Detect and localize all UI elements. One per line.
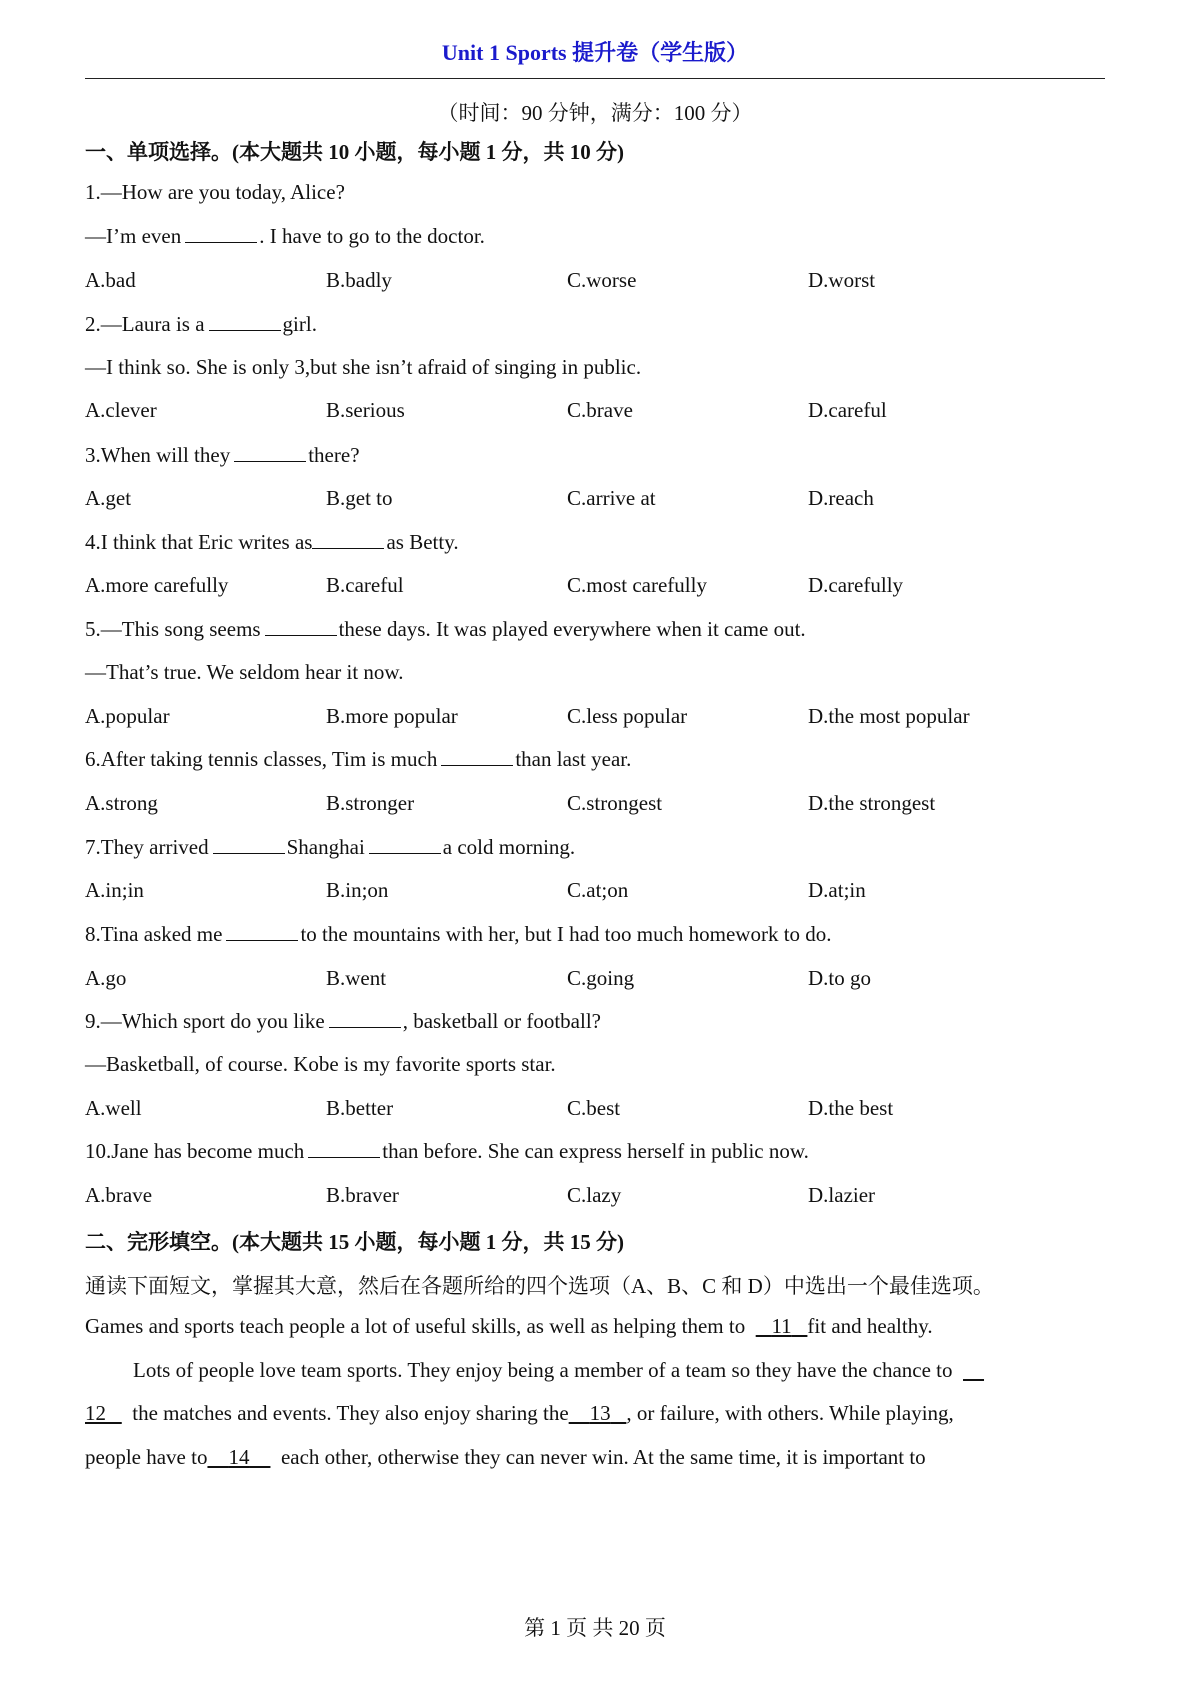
- option-c: C.brave: [567, 398, 633, 422]
- option-b: B.braver: [326, 1183, 399, 1207]
- option-c: C.less popular: [567, 704, 688, 728]
- blank-14: 14: [228, 1445, 250, 1469]
- option-c: C.at;on: [567, 878, 629, 902]
- option-c: C.most carefully: [567, 573, 707, 597]
- question-2-line2: —I think so. She is only 3,but she isn’t afraid of singing in public.: [85, 355, 642, 379]
- answer-blank: [369, 835, 441, 854]
- passage-line-2: Lots of people love team sports. They enjoy being a member of a team so they have the chance to: [133, 1358, 953, 1382]
- option-d: D.at;in: [808, 878, 866, 902]
- answer-blank: [329, 1009, 401, 1028]
- option-b: B.more popular: [326, 704, 458, 728]
- answer-blank: [185, 224, 257, 243]
- option-c: C.worse: [567, 268, 637, 292]
- question-5-line1: 5.—This song seems these days. It was played everywhere when it came out.: [85, 617, 806, 641]
- option-d: D.carefully: [808, 573, 904, 597]
- option-a: A.more carefully: [85, 573, 229, 597]
- question-7-line1: 7.They arrived Shanghai a cold morning.: [85, 835, 576, 859]
- question-5-options: [85, 704, 1105, 730]
- question-9-line1: 9.—Which sport do you like , basketball or football?: [85, 1009, 601, 1033]
- title-divider: [85, 78, 1105, 79]
- option-a: A.clever: [85, 398, 157, 422]
- option-d: D.the strongest: [808, 791, 936, 815]
- option-a: A.strong: [85, 791, 158, 815]
- option-c: C.best: [567, 1096, 621, 1120]
- question-8-options: [85, 966, 1105, 992]
- option-a: A.popular: [85, 704, 170, 728]
- option-b: B.in;on: [326, 878, 389, 902]
- option-a: A.go: [85, 966, 127, 990]
- answer-blank: [312, 530, 384, 549]
- option-d: D.the best: [808, 1096, 894, 1120]
- time-info: （时间：90 分钟，满分：100 分）: [437, 101, 753, 125]
- blank-12: 12: [85, 1401, 106, 1425]
- question-1-line1: 1.—How are you today, Alice?: [85, 180, 345, 204]
- question-1-options: [85, 268, 1105, 294]
- question-9-line2: —Basketball, of course. Kobe is my favorite sports star.: [85, 1052, 556, 1076]
- option-d: D.worst: [808, 268, 876, 292]
- document-title: Unit 1 Sports 提升卷（学生版）: [441, 40, 749, 65]
- blank-11: 11: [771, 1314, 792, 1338]
- option-d: D.lazier: [808, 1183, 876, 1207]
- answer-blank: [234, 443, 306, 462]
- passage-line-4: people have to 14 each other, otherwise they can never win. At the same time, it is important to: [85, 1445, 926, 1469]
- section2-heading: 二、完形填空。(本大题共 15 小题，每小题 1 分，共 15 分): [85, 1230, 624, 1254]
- question-6-line1: 6.After taking tennis classes, Tim is much than last year.: [85, 747, 632, 771]
- option-b: B.stronger: [326, 791, 415, 815]
- option-d: D.the most popular: [808, 704, 970, 728]
- option-a: A.get: [85, 486, 132, 510]
- option-d: D.to go: [808, 966, 871, 990]
- option-d: D.reach: [808, 486, 874, 510]
- option-b: B.badly: [326, 268, 392, 292]
- question-4-line1: 4.I think that Eric writes as as Betty.: [85, 530, 459, 554]
- answer-blank: [213, 835, 285, 854]
- option-b: B.careful: [326, 573, 404, 597]
- passage-line-3: 12 the matches and events. They also enjoy sharing the 13 , or failure, with others. While playing,: [85, 1401, 954, 1425]
- question-2-line1: 2.—Laura is a girl.: [85, 312, 317, 336]
- option-b: B.serious: [326, 398, 405, 422]
- answer-blank: [226, 922, 298, 941]
- question-3-line1: 3.When will they there?: [85, 443, 360, 467]
- blank-13: 13: [589, 1401, 611, 1425]
- option-a: A.brave: [85, 1183, 153, 1207]
- question-3-options: [85, 486, 1105, 512]
- question-10-line1: 10.Jane has become much than before. She can express herself in public now.: [85, 1139, 809, 1163]
- option-c: C.strongest: [567, 791, 663, 815]
- passage-line-1: Games and sports teach people a lot of useful skills, as well as helping them to 11 fit and healthy.: [85, 1314, 933, 1338]
- question-2-options: [85, 398, 1105, 424]
- section1-heading: 一、单项选择。(本大题共 10 小题，每小题 1 分，共 10 分): [85, 140, 624, 164]
- question-9-options: [85, 1096, 1105, 1122]
- option-d: D.careful: [808, 398, 887, 422]
- option-a: A.well: [85, 1096, 142, 1120]
- question-10-options: [85, 1183, 1105, 1209]
- page-footer: 第 1 页 共 20 页: [524, 1616, 666, 1640]
- question-5-line2: —That’s true. We seldom hear it now.: [85, 660, 404, 684]
- answer-blank: [209, 312, 281, 331]
- option-b: B.get to: [326, 486, 393, 510]
- answer-blank: [308, 1139, 380, 1158]
- option-b: B.better: [326, 1096, 394, 1120]
- question-4-options: [85, 573, 1105, 599]
- question-6-options: [85, 791, 1105, 817]
- option-a: A.bad: [85, 268, 136, 292]
- option-b: B.went: [326, 966, 387, 990]
- section2-instruction: 通读下面短文，掌握其大意，然后在各题所给的四个选项（A、B、C 和 D）中选出一个最佳选项。: [85, 1274, 994, 1298]
- question-8-line1: 8.Tina asked me to the mountains with her, but I had too much homework to do.: [85, 922, 832, 946]
- answer-blank: [265, 617, 337, 636]
- answer-blank: [441, 747, 513, 766]
- option-c: C.lazy: [567, 1183, 622, 1207]
- option-c: C.arrive at: [567, 486, 656, 510]
- option-a: A.in;in: [85, 878, 144, 902]
- question-7-options: [85, 878, 1105, 904]
- option-c: C.going: [567, 966, 635, 990]
- question-1-line2: —I’m even . I have to go to the doctor.: [85, 224, 485, 248]
